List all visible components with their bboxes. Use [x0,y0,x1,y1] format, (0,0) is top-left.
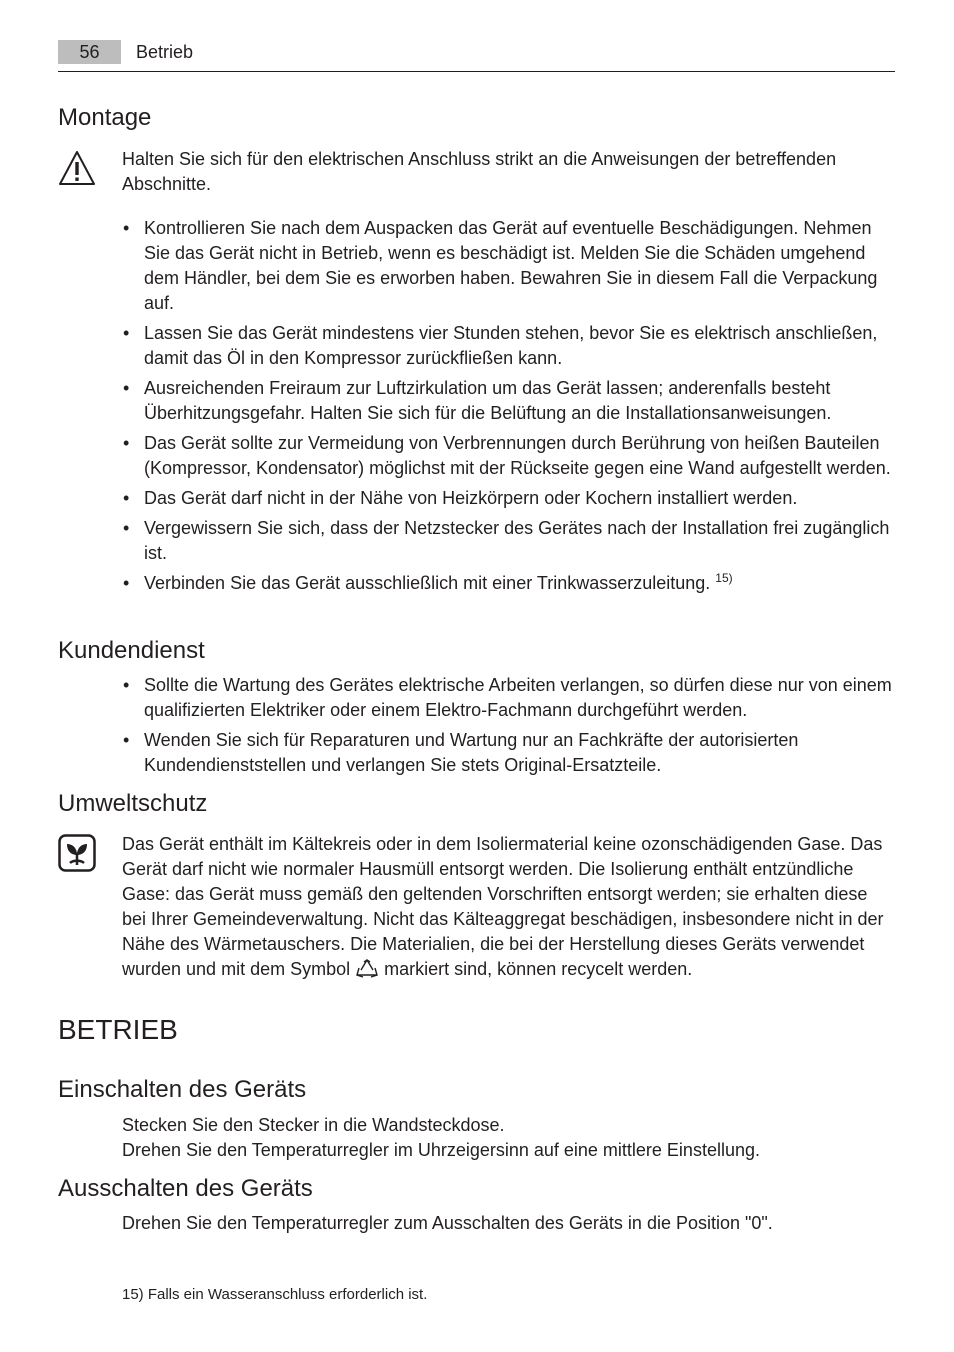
einschalten-text [122,1113,895,1163]
list-item: • Vergewissern Sie sich, dass der Netzstecker des Gerätes nach der Installation frei zugänglich ist. [122,516,895,566]
page-header [58,40,895,72]
list-item: • Lassen Sie das Gerät mindestens vier Stunden stehen, bevor Sie es elektrisch anschließen, damit das Öl in den Kompressor zurückfließen kann. [122,321,895,371]
heading-einschalten: Einschalten des Geräts [58,1076,307,1103]
list-item: • Ausreichenden Freiraum zur Luftzirkulation um das Gerät lassen; anderenfalls besteht Überhitzungsgefahr. Halten Sie sich für die Belüftung an die Installationsanweisungen. [122,376,895,426]
footnote: 15) Falls ein Wasseranschluss erforderlich ist. [122,1286,428,1303]
heading-montage: Montage [58,104,152,131]
ausschalten-text: Drehen Sie den Temperaturregler zum Ausschalten des Geräts in die Position "0". [122,1213,773,1233]
heading-betrieb: BETRIEB [58,1014,178,1045]
umweltschutz-text [122,832,895,982]
page-number: 56 [58,40,121,64]
list-item: • Kontrollieren Sie nach dem Auspacken das Gerät auf eventuelle Beschädigungen. Nehmen Sie das Gerät nicht in Betrieb, wenn es beschädigt ist. Melden Sie die Schäden umgehend dem Händler, bei dem Sie es erworben haben. Bewahren Sie in diesem Fall die Verpackung auf. [122,216,895,316]
heading-ausschalten: Ausschalten des Geräts [58,1175,313,1202]
list-item: • Wenden Sie sich für Reparaturen und Wartung nur an Fachkräfte der autorisierten Kundendienststellen und verlangen Sie stets Original-Ersatzteile. [122,728,895,778]
einschalten-line: Drehen Sie den Temperaturregler im Uhrzeigersinn auf eine mittlere Einstellung. [122,1140,760,1160]
list-item [122,571,895,596]
header-title: Betrieb [136,42,194,62]
last-item-text: Verbinden Sie das Gerät ausschließlich mit einer Trinkwasserzuleitung. [144,573,711,593]
kundendienst-list [122,673,895,783]
warning-icon [58,150,96,186]
recycle-icon [355,959,379,979]
heading-kundendienst: Kundendienst [58,637,205,664]
heading-umweltschutz: Umweltschutz [58,790,208,817]
environment-icon [58,834,96,872]
montage-warning-text: Halten Sie sich für den elektrischen Anschluss strikt an die Anweisungen der betreffenden Abschnitte. [122,149,837,194]
list-item: • Das Gerät sollte zur Vermeidung von Verbrennungen durch Berührung von heißen Bauteilen (Kompressor, Kondensator) möglichst mit der Rückseite gegen eine Wand aufgestellt werden. [122,431,895,481]
einschalten-line: Stecken Sie den Stecker in die Wandsteckdose. [122,1115,505,1135]
list-item: • Sollte die Wartung des Gerätes elektrische Arbeiten verlangen, so dürfen diese nur von einem qualifizierten Elektriker oder einem Elektro-Fachmann durchgeführt werden. [122,673,895,723]
footnote-ref: 15) [715,571,733,585]
montage-list [122,216,895,601]
umweltschutz-text-part2: markiert sind, können recycelt werden. [384,959,693,979]
list-item: • Das Gerät darf nicht in der Nähe von Heizkörpern oder Kochern installiert werden. [122,486,895,511]
umweltschutz-text-part1: Das Gerät enthält im Kältekreis oder in dem Isoliermaterial keine ozonschädigenden Gase. Das Gerät darf nicht wie normaler Hausmüll entsorgt werden. Die Isolierung enthält entzündliche Gase: das Gerät muss gemäß den geltenden Vorschriften entsorgt werden; sie erhalten diese bei Ihrer Gemeindeverwaltung. Nicht das Kälteaggregat beschädigen, insbesondere nicht in der Nähe des Wärmetauschers. Die Materialien, die bei der Herstellung dieses Geräts verwendet wurden und mit dem Symbol [122,834,884,979]
